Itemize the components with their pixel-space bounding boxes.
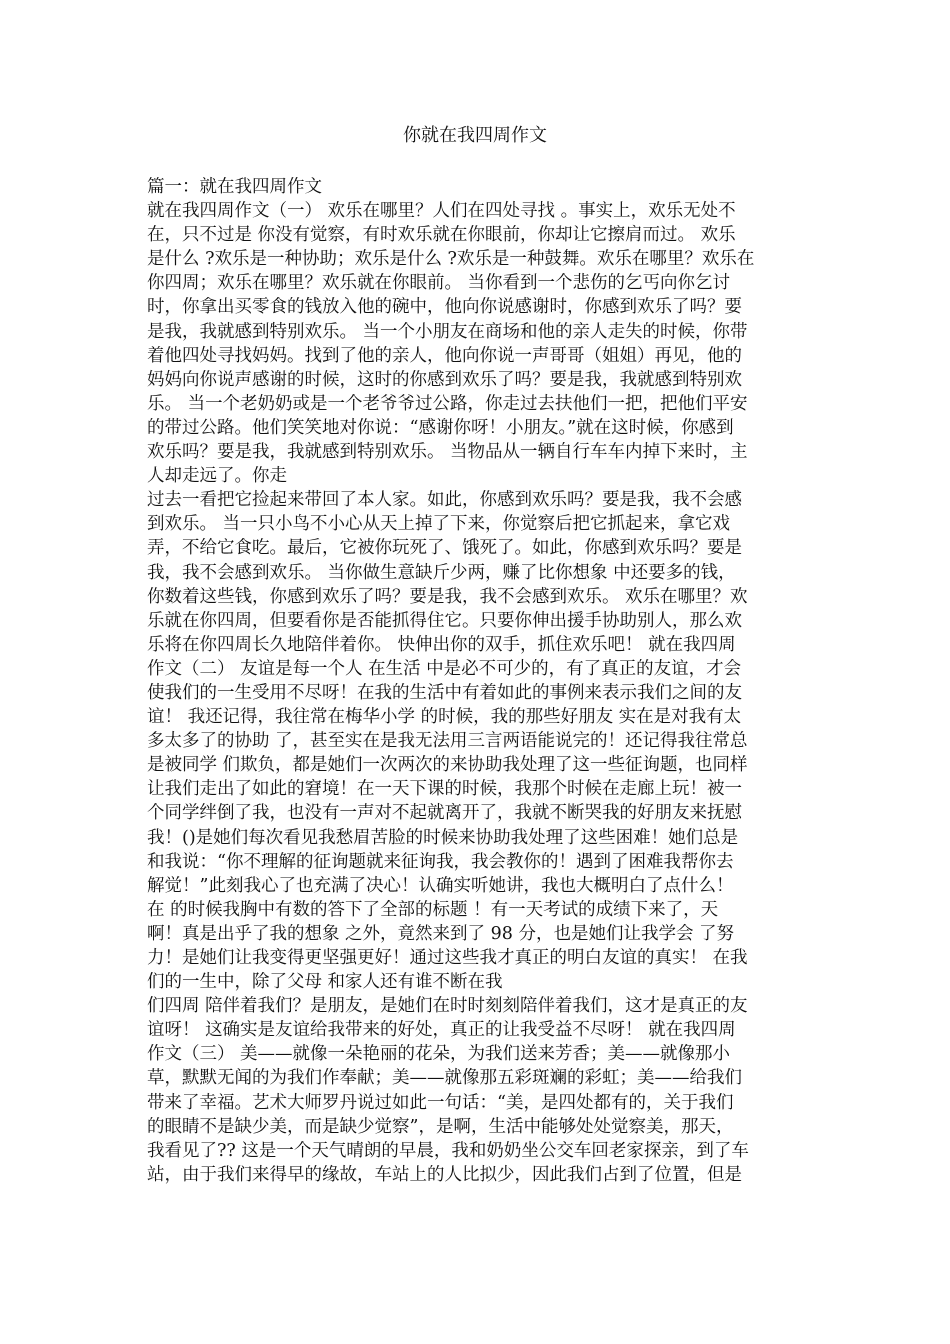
text-line: 乐就在你四周，但要看你是否能抓得住它。只要你伸出援手协助别人，那么欢 bbox=[147, 610, 742, 631]
document-title: 你就在我四周作文 bbox=[403, 125, 547, 146]
text-line: 时，你拿出买零食的钱放入他的碗中，他向你说感谢时，你感到欢乐了吗？要 bbox=[147, 297, 742, 318]
text-line: 在 的时候我胸中有数的答下了全部的标题 ！有一天考试的成绩下来了，天 bbox=[147, 899, 719, 920]
text-line: 多太多了的协助 了，甚至实在是我无法用三言两语能说完的！还记得我往常总 bbox=[147, 731, 748, 752]
text-line: 我！()是她们每次看见我愁眉苦脸的时候来协助我处理了这些困难！她们总是 bbox=[147, 827, 739, 848]
text-line: 们四周 陪伴着我们？是朋友，是她们在时时刻刻陪伴着我们，这才是真正的友 bbox=[147, 996, 748, 1017]
text-line: 个同学绊倒了我，也没有一声对不起就离开了，我就不断哭我的好朋友来抚慰 bbox=[147, 803, 742, 824]
text-line: 让我们走出了如此的窘境！在一天下课的时候，我那个时候在走廊上玩！被一 bbox=[147, 779, 742, 800]
text-line: 们的一生中，除了父母 和家人还有谁不断在我 bbox=[147, 972, 503, 993]
text-line: 力！是她们让我变得更坚强更好！通过这些我才真正的明白友谊的真实！ 在我 bbox=[147, 948, 748, 968]
text-line: 解觉！”此刻我心了也充满了决心！认确实听她讲，我也大概明白了点什么！ bbox=[147, 875, 734, 896]
text-line: 你数着这些钱，你感到欢乐了吗？要是我，我不会感到欢乐。 欢乐在哪里？欢 bbox=[147, 586, 748, 607]
text-line: 带来了幸福。艺术大师罗丹说过如此一句话：“美，是四处都有的，关于我们 bbox=[147, 1092, 734, 1113]
text-line: 你四周；欢乐在哪里？欢乐就在你眼前。 当你看到一个悲伤的乞丐向你乞讨 bbox=[147, 273, 731, 294]
text-line: 人却走远了。你走 bbox=[147, 466, 287, 487]
text-line: 就在我四周作文（一） 欢乐在哪里？人们在四处寻找 。事实上，欢乐无处不 bbox=[147, 201, 736, 222]
text-line: 是什么 ?欢乐是一种协助；欢乐是什么 ?欢乐是一种鼓舞。欢乐在哪里？欢乐在 bbox=[147, 249, 755, 270]
text-line: 使我们的一生受用不尽呀！在我的生活中有着如此的事例来表示我们之间的友 bbox=[147, 682, 742, 703]
text-line: 是被同学 们欺负，都是她们一次两次的来协助我处理了这一些征询题，也同样 bbox=[147, 755, 748, 776]
text-line: 作文（三） 美——就像一朵艳丽的花朵，为我们送来芳香；美——就像那小 bbox=[147, 1044, 731, 1065]
text-line: 妈妈向你说声感谢的时候，这时的你感到欢乐了吗？要是我，我就感到特别欢 bbox=[147, 369, 742, 390]
text-line: 草，默默无闻的为我们作奉献；美——就像那五彩斑斓的彩虹；美——给我们 bbox=[147, 1068, 742, 1089]
text-line: 谊呀！ 这确实是友谊给我带来的好处，真正的让我受益不尽呀！ 就在我四周 bbox=[147, 1020, 736, 1041]
text-line: 乐。 当一个老奶奶或是一个老爷爷过公路，你走过去扶他们一把，把他们平安 bbox=[147, 393, 748, 414]
text-line: 站，由于我们来得早的缘故，车站上的人比拟少，因此我们占到了位置，但是 bbox=[147, 1164, 742, 1185]
text-line: 在，只不过是 你没有觉察，有时欢乐就在你眼前，你却让它擦肩而过。 欢乐 bbox=[147, 225, 736, 246]
text-line: 是我，我就感到特别欢乐。 当一个小朋友在商场和他的亲人走失的时候，你带 bbox=[147, 321, 748, 342]
text-line: 作文（二） 友谊是每一个人 在生活 中是必不可少的，有了真正的友谊，才会 bbox=[147, 658, 742, 679]
text-line: 欢乐吗？要是我，我就感到特别欢乐。 当物品从一辆自行车车内掉下来时，主 bbox=[147, 442, 748, 463]
text-line: 过去一看把它捡起来带回了本人家。如此，你感到欢乐吗？要是我，我不会感 bbox=[147, 490, 742, 511]
text-line: 乐将在你四周长久地陪伴着你。 快伸出你的双手，抓住欢乐吧！ 就在我四周 bbox=[147, 634, 736, 655]
text-line: 我看见了?? 这是一个天气晴朗的早晨，我和奶奶坐公交车回老家探亲，到了车 bbox=[147, 1140, 749, 1161]
text-line: 篇一：就在我四周作文 bbox=[147, 177, 322, 197]
text-line: 着他四处寻找妈妈。找到了他的亲人，他向你说一声哥哥（姐姐）再见，他的 bbox=[147, 345, 742, 366]
text-line: 弄，不给它食吃。最后，它被你玩死了、饿死了。如此，你感到欢乐吗？要是 bbox=[147, 538, 742, 559]
text-line: 谊！ 我还记得，我往常在梅华小学 的时候，我的那些好朋友 实在是对我有太 bbox=[147, 707, 742, 728]
text-line: 我，我不会感到欢乐。 当你做生意缺斤少两，赚了比你想象 中还要多的钱， bbox=[147, 562, 736, 583]
document-body bbox=[147, 175, 807, 1187]
text-line: 的带过公路。他们笑笑地对你说：“感谢你呀！小朋友。”就在这时候，你感到 bbox=[147, 417, 734, 438]
text-line: 到欢乐。 当一只小鸟不小心从天上掉了下来，你觉察后把它抓起来，拿它戏 bbox=[147, 514, 731, 535]
text-line: 和我说：“你不理解的征询题就来征询我，我会教你的！遇到了困难我帮你去 bbox=[147, 851, 734, 872]
text-line: 的眼睛不是缺少美，而是缺少觉察”，是啊，生活中能够处处觉察美，那天， bbox=[147, 1116, 734, 1137]
text-line: 啊！真是出乎了我的想象 之外，竟然来到了 98 分，也是她们让我学会 了努 bbox=[147, 923, 735, 944]
